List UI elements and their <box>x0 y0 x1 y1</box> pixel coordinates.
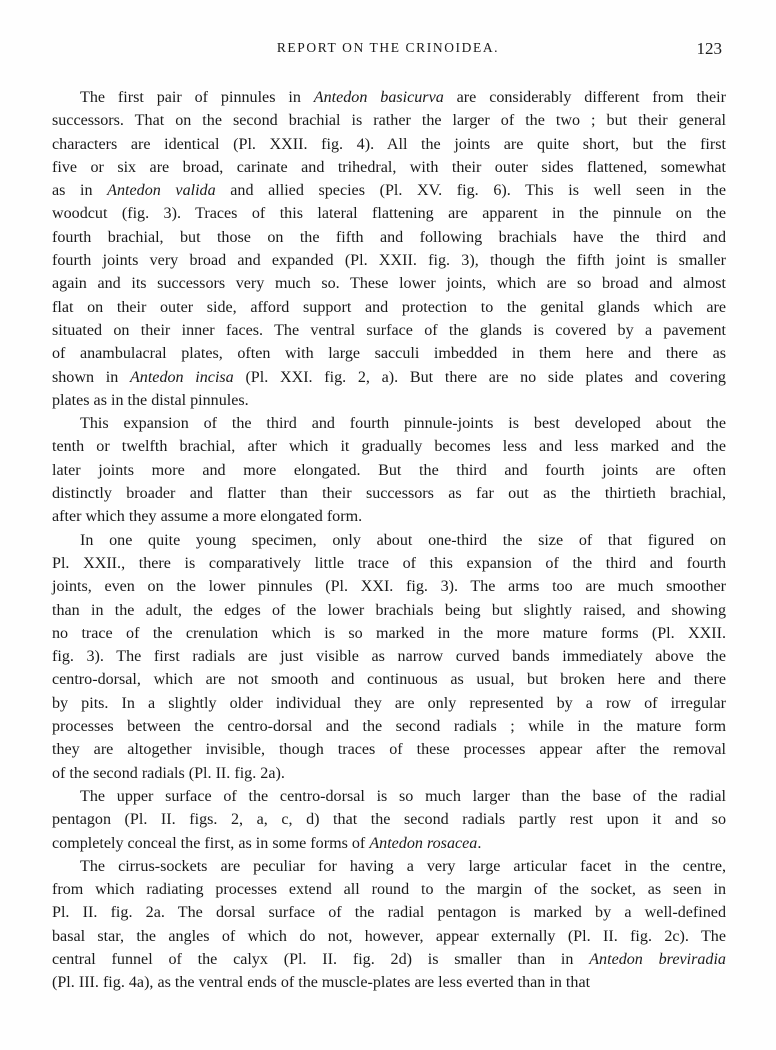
text-line: plates as in the distal pinnules. <box>52 391 249 409</box>
text-line: The upper surface of the centro-dorsal is so much larger than the base of the radial <box>80 787 726 805</box>
text-line: than in the adult, the edges of the lower brachials being but slightly raised, and showing <box>52 601 726 619</box>
paragraph <box>52 412 726 528</box>
paragraph <box>52 855 726 995</box>
text-line: The first pair of pinnules in Antedon basicurva are considerably different from their <box>80 89 726 106</box>
text-line: from which radiating processes extend all round to the margin of the socket, as seen in <box>52 881 726 899</box>
text-line: This expansion of the third and fourth pinnule-joints is best developed about the <box>80 415 726 433</box>
text-line: pentagon (Pl. II. figs. 2, a, c, d) that the second radials partly rest upon it and so <box>52 811 726 829</box>
text-line: flat on their outer side, afford support and protection to the genital glands which are <box>52 298 726 316</box>
text-line: joints, even on the lower pinnules (Pl. XXI. fig. 3). The arms too are much smoother <box>52 578 726 596</box>
text-line: five or six are broad, carinate and trihedral, with their outer sides flattened, somewhat <box>52 158 726 176</box>
text-line: shown in Antedon incisa (Pl. XXI. fig. 2, a). But there are no side plates and covering <box>52 368 726 386</box>
paragraph <box>52 86 726 412</box>
text-line: completely conceal the first, as in some forms of Antedon rosacea. <box>52 834 482 852</box>
text-line: they are altogether invisible, though traces of these processes appear after the removal <box>52 741 726 759</box>
text-line: tenth or twelfth brachial, after which it gradually becomes less and less marked and the <box>52 438 726 456</box>
text-line: no trace of the crenulation which is so marked in the more mature forms (Pl. XXII. <box>52 624 726 642</box>
text-line: In one quite young specimen, only about one-third the size of that figured on <box>80 531 726 549</box>
text-line: basal star, the angles of which do not, however, appear externally (Pl. II. fig. 2c). The <box>52 927 726 945</box>
text-line: processes between the centro-dorsal and the second radials ; while in the mature form <box>52 718 726 736</box>
text-line: successors. That on the second brachial is rather the larger of the two ; but their general <box>52 112 726 130</box>
page-number: 123 <box>696 39 722 58</box>
text-line: as in Antedon valida and allied species (Pl. XV. fig. 6). This is well seen in the <box>52 182 726 200</box>
text-line: by pits. In a slightly older individual they are only represented by a row of irregular <box>52 694 726 712</box>
species-name: Antedon incisa <box>129 368 234 386</box>
text-line: after which they assume a more elongated form. <box>52 508 363 526</box>
species-name: Antedon breviradia <box>589 950 726 968</box>
text-line: fig. 3). The first radials are just visible as narrow curved bands immediately above the <box>52 648 726 666</box>
text-line: Pl. II. fig. 2a. The dorsal surface of the radial pentagon is marked by a well-defined <box>52 904 726 922</box>
text-line: Pl. XXII., there is comparatively little trace of this expansion of the third and fourth <box>52 554 726 572</box>
species-name: Antedon rosacea <box>369 834 478 852</box>
species-name: Antedon valida <box>107 182 216 200</box>
text-line: (Pl. III. fig. 4a), as the ventral ends of the muscle-plates are less everted than in that <box>52 974 591 992</box>
body-text <box>52 86 726 995</box>
running-title: REPORT ON THE CRINOIDEA. <box>276 40 500 55</box>
text-line: later joints more and more elongated. But the third and fourth joints are often <box>52 461 726 479</box>
text-line: distinctly broader and flatter than their successors as far out as the thirtieth brachial, <box>52 485 726 503</box>
text-line: fourth joints very broad and expanded (Pl. XXII. fig. 3), though the fifth joint is smaller <box>52 252 726 270</box>
text-line: woodcut (fig. 3). Traces of this lateral flattening are apparent in the pinnule on the <box>52 205 726 223</box>
text-line: situated on their inner faces. The ventral surface of the glands is covered by a pavement <box>52 321 726 339</box>
text-line: of anambulacral plates, often with large sacculi imbedded in them here and there as <box>52 345 726 363</box>
text-line: again and its successors very much so. These lower joints, which are so broad and almost <box>52 275 726 293</box>
paragraph <box>52 529 726 785</box>
species-name: Antedon basicurva <box>313 89 444 106</box>
text-line: The cirrus-sockets are peculiar for having a very large articular facet in the centre, <box>80 857 726 875</box>
text-line: fourth brachial, but those on the fifth and following brachials have the third and <box>52 228 726 246</box>
page-header <box>54 40 722 62</box>
paragraph <box>52 785 726 855</box>
text-line: characters are identical (Pl. XXII. fig. 4). All the joints are quite short, but the first <box>52 135 726 153</box>
text-line: central funnel of the calyx (Pl. II. fig. 2d) is smaller than in Antedon breviradia <box>52 950 726 968</box>
text-line: centro-dorsal, which are not smooth and continuous as usual, but broken here and there <box>52 671 726 689</box>
text-line: of the second radials (Pl. II. fig. 2a). <box>52 764 285 782</box>
